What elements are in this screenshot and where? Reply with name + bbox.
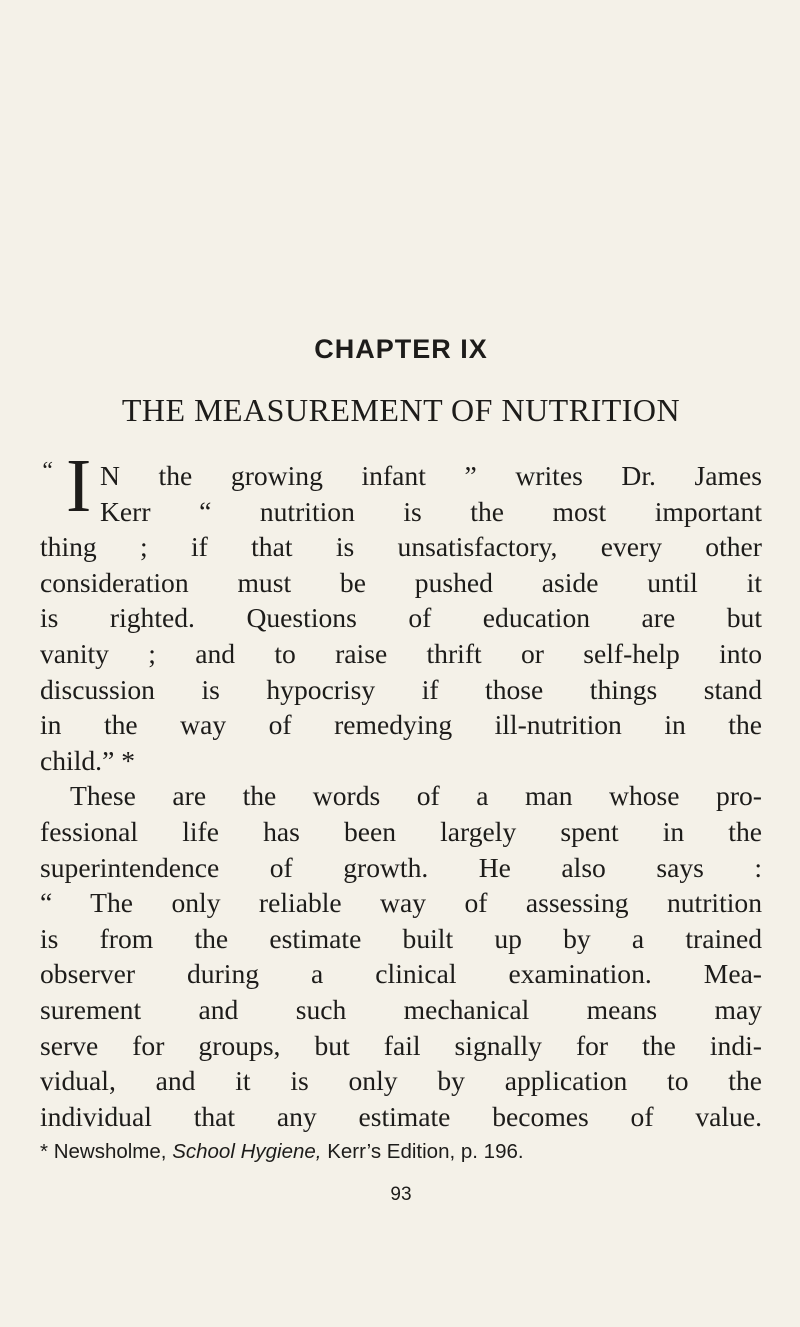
paragraph-2 bbox=[40, 778, 762, 1134]
drop-cap-letter: I bbox=[66, 444, 92, 528]
text-line: surement and such mechanical means may bbox=[40, 993, 762, 1025]
chapter-label: CHAPTER IX bbox=[314, 334, 488, 364]
paragraph-1 bbox=[40, 458, 762, 778]
text-line: child.” * bbox=[40, 744, 136, 776]
text-line: individual that any estimate becomes of value. bbox=[40, 1100, 762, 1132]
text-line: thing ; if that is unsatisfactory, every other bbox=[40, 531, 762, 563]
text-line: observer during a clinical examination. Mea- bbox=[40, 958, 762, 990]
text-line: N the growing infant ” writes Dr. James bbox=[100, 460, 762, 491]
text-line: Kerr “ nutrition is the most important bbox=[100, 495, 762, 527]
footnote-edition: Kerr’s Edition, p. 196. bbox=[327, 1140, 524, 1163]
page-number: 93 bbox=[390, 1184, 412, 1205]
body-text bbox=[40, 444, 762, 1134]
book-page bbox=[40, 0, 762, 1327]
text-line: serve for groups, but fail signally for the indi- bbox=[40, 1029, 762, 1061]
footnote-author: Newsholme, bbox=[53, 1140, 167, 1163]
text-line: vidual, and it is only by application to the bbox=[40, 1065, 762, 1097]
footnote-marker: * bbox=[40, 1140, 48, 1163]
drop-cap-open-quote: “ bbox=[40, 458, 54, 484]
text-line: fessional life has been largely spent in the bbox=[40, 815, 762, 847]
text-line: These are the words of a man whose pro- bbox=[70, 780, 762, 812]
text-line: vanity ; and to raise thrift or self-help into bbox=[40, 637, 762, 669]
text-line: discussion is hypocrisy if those things stand bbox=[40, 673, 762, 705]
text-line: is righted. Questions of education are but bbox=[40, 602, 762, 634]
text-line: consideration must be pushed aside until it bbox=[40, 566, 762, 598]
text-line: superintendence of growth. He also says : bbox=[40, 851, 762, 883]
text-line: “ The only reliable way of assessing nutrition bbox=[40, 887, 762, 919]
text-line: in the way of remedying ill-nutrition in the bbox=[40, 709, 762, 741]
text-line: is from the estimate built up by a trained bbox=[40, 922, 762, 954]
footnote-book-title: School Hygiene, bbox=[172, 1140, 322, 1163]
chapter-title: THE MEASUREMENT OF NUTRITION bbox=[121, 392, 681, 428]
footnote bbox=[40, 1140, 762, 1164]
drop-cap bbox=[40, 444, 100, 528]
